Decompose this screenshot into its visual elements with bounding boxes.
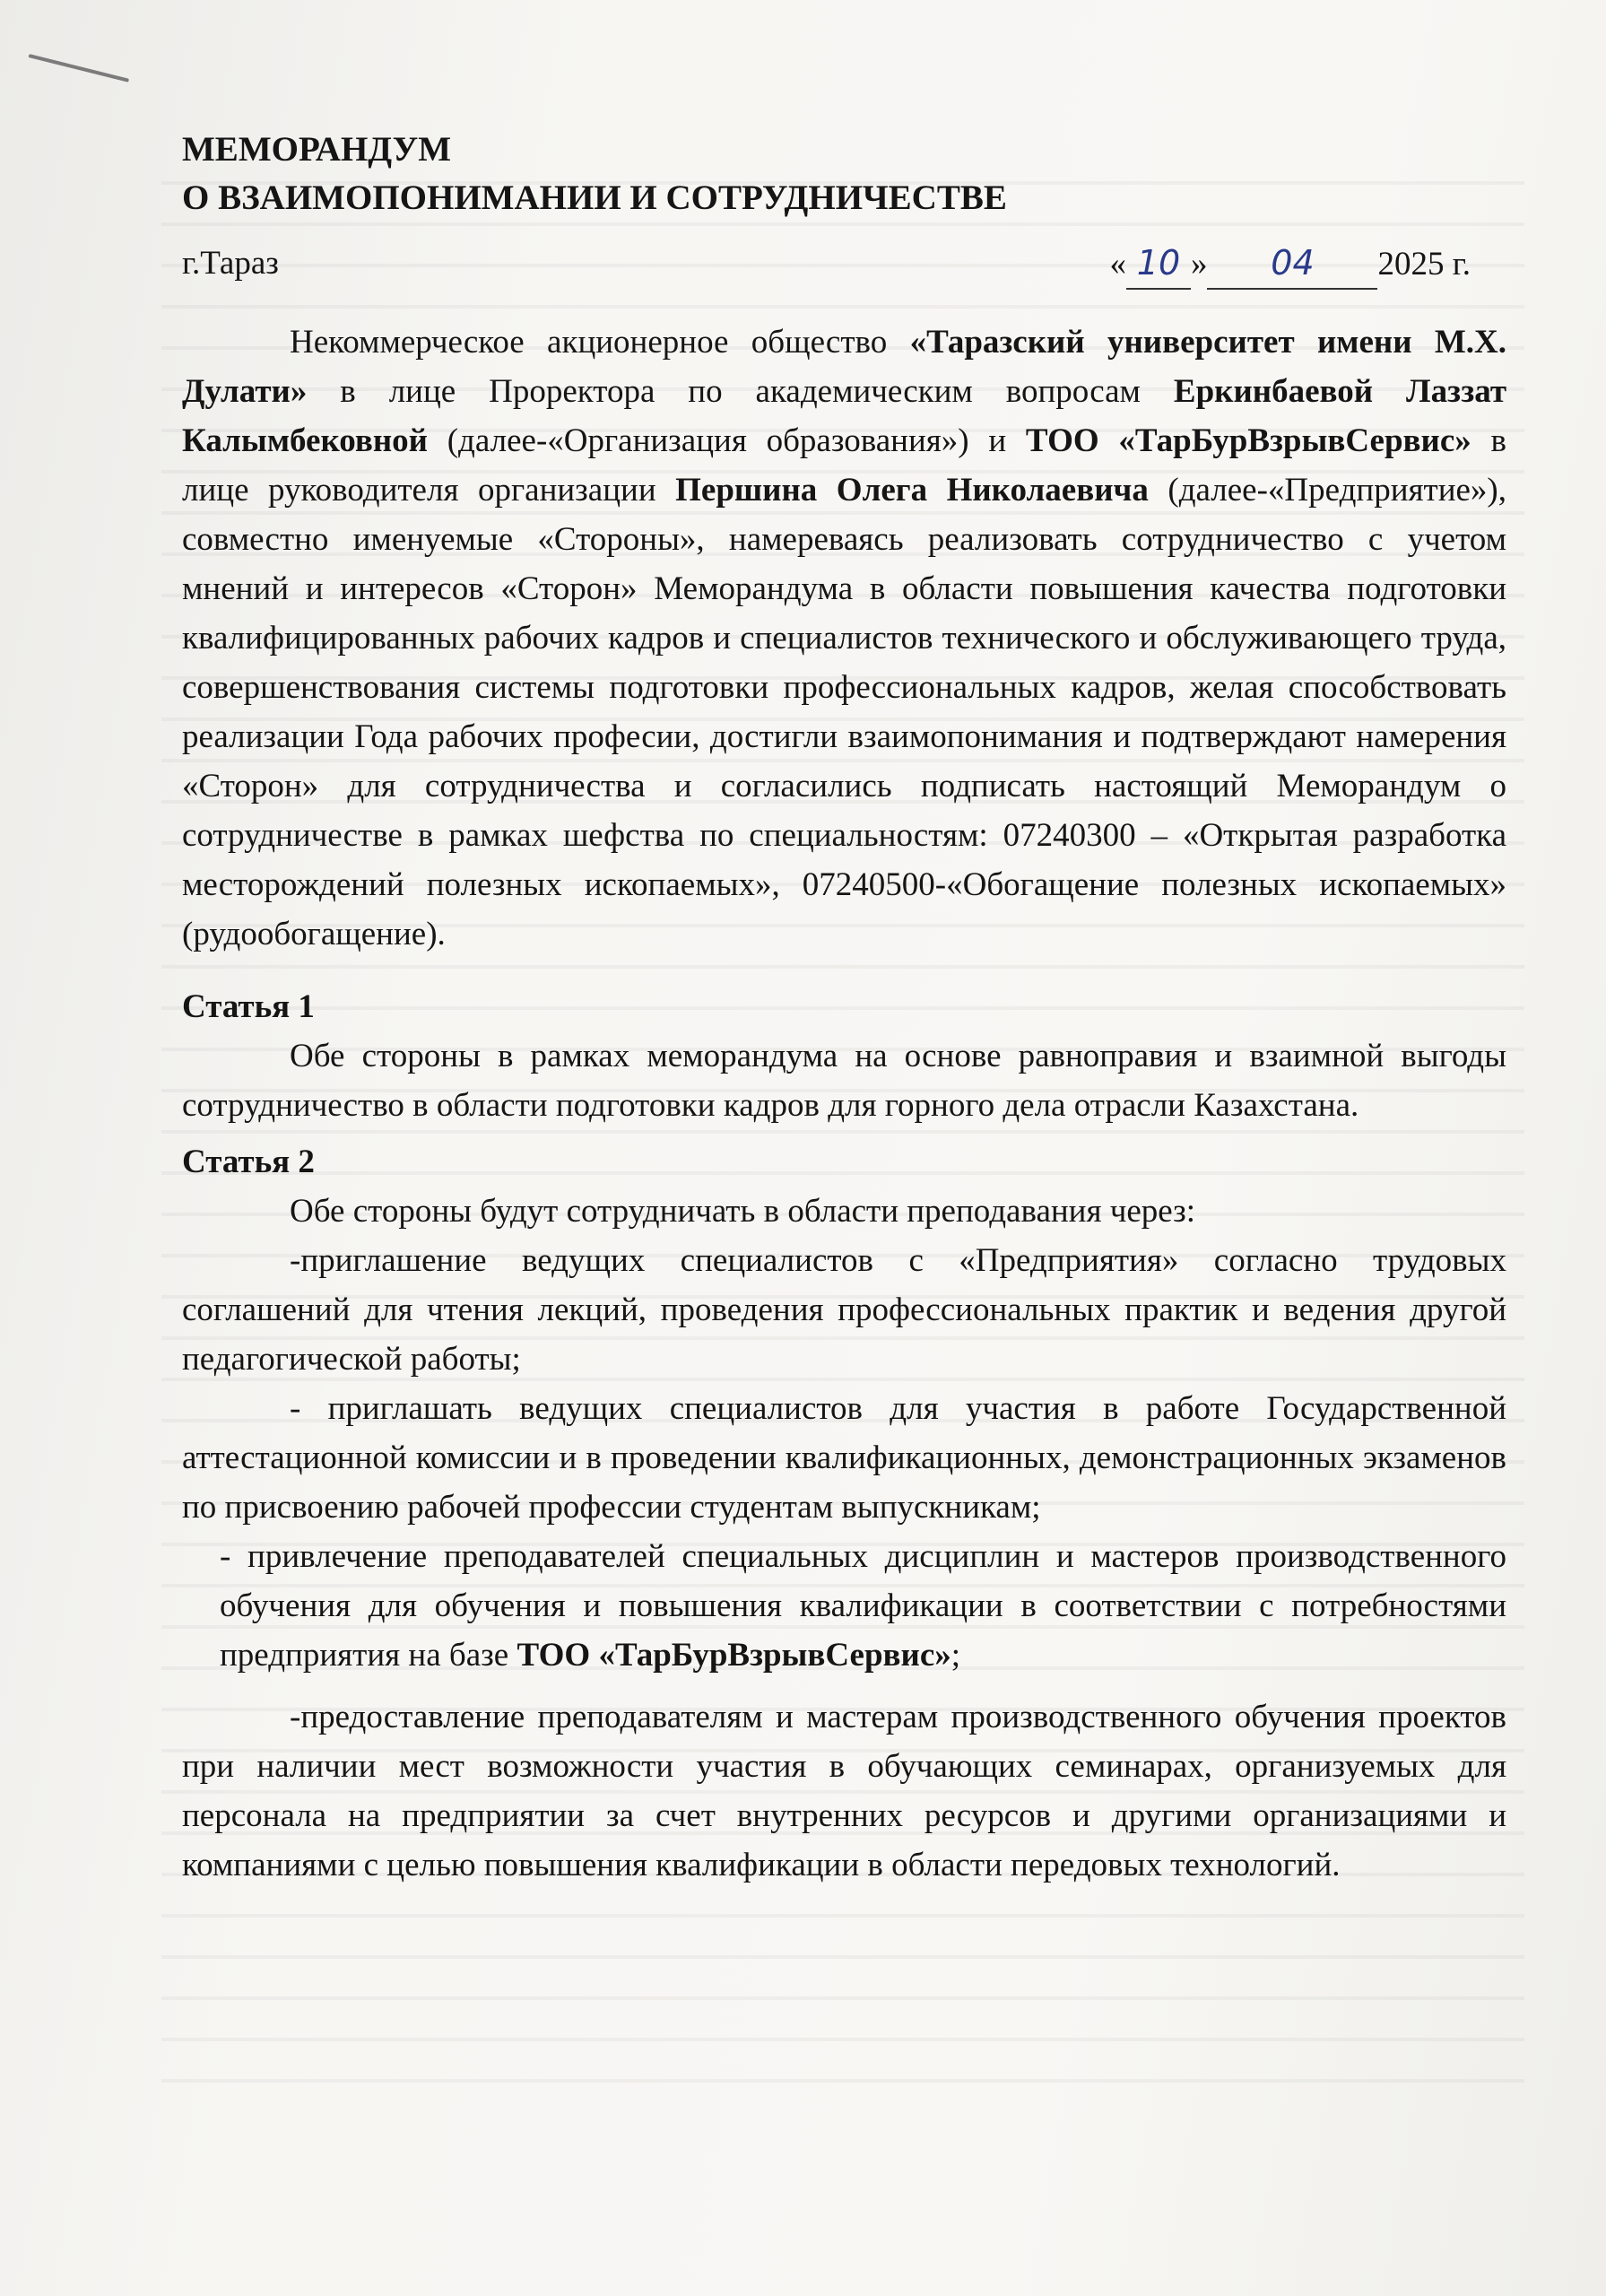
director-name: Першина Олега Николаевича	[675, 472, 1149, 509]
place-date-row	[182, 239, 1506, 294]
intro-text-2: в лице Проректора по академическим вопросам	[307, 373, 1174, 410]
article-2-item-1: -приглашение ведущих специалистов с «Предприятия» согласно трудовых соглашений для чтения лекций, проведения профессиональных практик и ведения другой педагогической работы;	[182, 1242, 1506, 1378]
pen-mark	[29, 54, 130, 83]
article-1-heading: Статья 1	[182, 988, 315, 1025]
item-3-company: ТОО «ТарБурВзрывСервис»	[517, 1637, 951, 1674]
article-2-item-2: - приглашать ведущих специалистов для участия в работе Государственной аттестационной комиссии и в проведении квалификационных, демонстрационных экзаменов по присвоению рабочей профессии студентам выпускникам;	[182, 1390, 1506, 1526]
item-3-end: ;	[951, 1637, 961, 1674]
date-month-handwritten: 04	[1207, 239, 1377, 290]
vice-rector-name: Еркинбаевой Лаззат Калымбековной	[182, 373, 1507, 459]
city: г.Тараз	[182, 245, 279, 282]
intro-text-3: (далее-«Организация образования») и	[427, 422, 1026, 459]
title-line-1: МЕМОРАНДУМ	[182, 130, 452, 169]
intro-text-5: (далее-«Предприятие»), совместно именуемые «Стороны», намереваясь реализовать сотрудничество с учетом мнений и интересов «Сторон» Меморандума в области повышения качества подготовки квалифицированных рабочих кадров и специалистов технического и обслуживающего труда, совершенствования системы подготовки профессиональных кадров, желая способствовать реализации Года рабочих професии, достигли взаимопонимания и подтверждают намерения «Сторон» для сотрудничества и согласились подписать настоящий Меморандум о сотрудничестве в рамках шефства по специальностям: 07240300 – «Открытая разработка месторождений полезных ископаемых», 07240500-«Обогащение полезных ископаемых» (рудообогащение).	[182, 472, 1506, 952]
company-name: ТОО «ТарБурВзрывСервис»	[1025, 422, 1471, 459]
date-close-quote: »	[1190, 246, 1208, 283]
article-1-text: Обе стороны в рамках меморандума на основе равноправия и взаимной выгоды сотрудничество в области подготовки кадров для горного дела отрасли Казахстана.	[182, 1038, 1506, 1124]
title-line-2: О ВЗАИМОПОНИМАНИИ И СОТРУДНИЧЕСТВЕ	[182, 178, 1007, 217]
article-2-item-4: -предоставление преподавателям и мастерам производственного обучения проектов при наличии мест возможности участия в обучающих семинарах, организуемых для персонала на предприятии за счет внутренних ресурсов и другими организациями и компаниями с целью повышения квалификации в области передовых технологий.	[182, 1699, 1506, 1883]
date-year: 2025 г.	[1377, 246, 1471, 283]
university-name: «Таразский университет имени М.Х. Дулати»	[182, 324, 1507, 410]
item-3-text: - привлечение преподавателей специальных дисциплин и мастеров производственного обучения для обучения и повышения квалификации в соответствии с потребностями предприятия на базе	[220, 1538, 1506, 1674]
intro-text-1: Некоммерческое акционерное общество	[290, 324, 910, 361]
article-2-item-3	[182, 1532, 1506, 1680]
date-day-handwritten: 10	[1126, 239, 1191, 290]
intro-text-4: в лице руководителя организации	[182, 422, 1506, 509]
document-body	[182, 126, 1506, 1890]
intro-paragraph	[182, 317, 1506, 959]
signing-date	[1109, 239, 1471, 290]
article-2-heading: Статья 2	[182, 1144, 315, 1180]
date-open-quote: «	[1109, 246, 1126, 283]
article-2-lead: Обе стороны будут сотрудничать в области преподавания через:	[290, 1193, 1196, 1230]
